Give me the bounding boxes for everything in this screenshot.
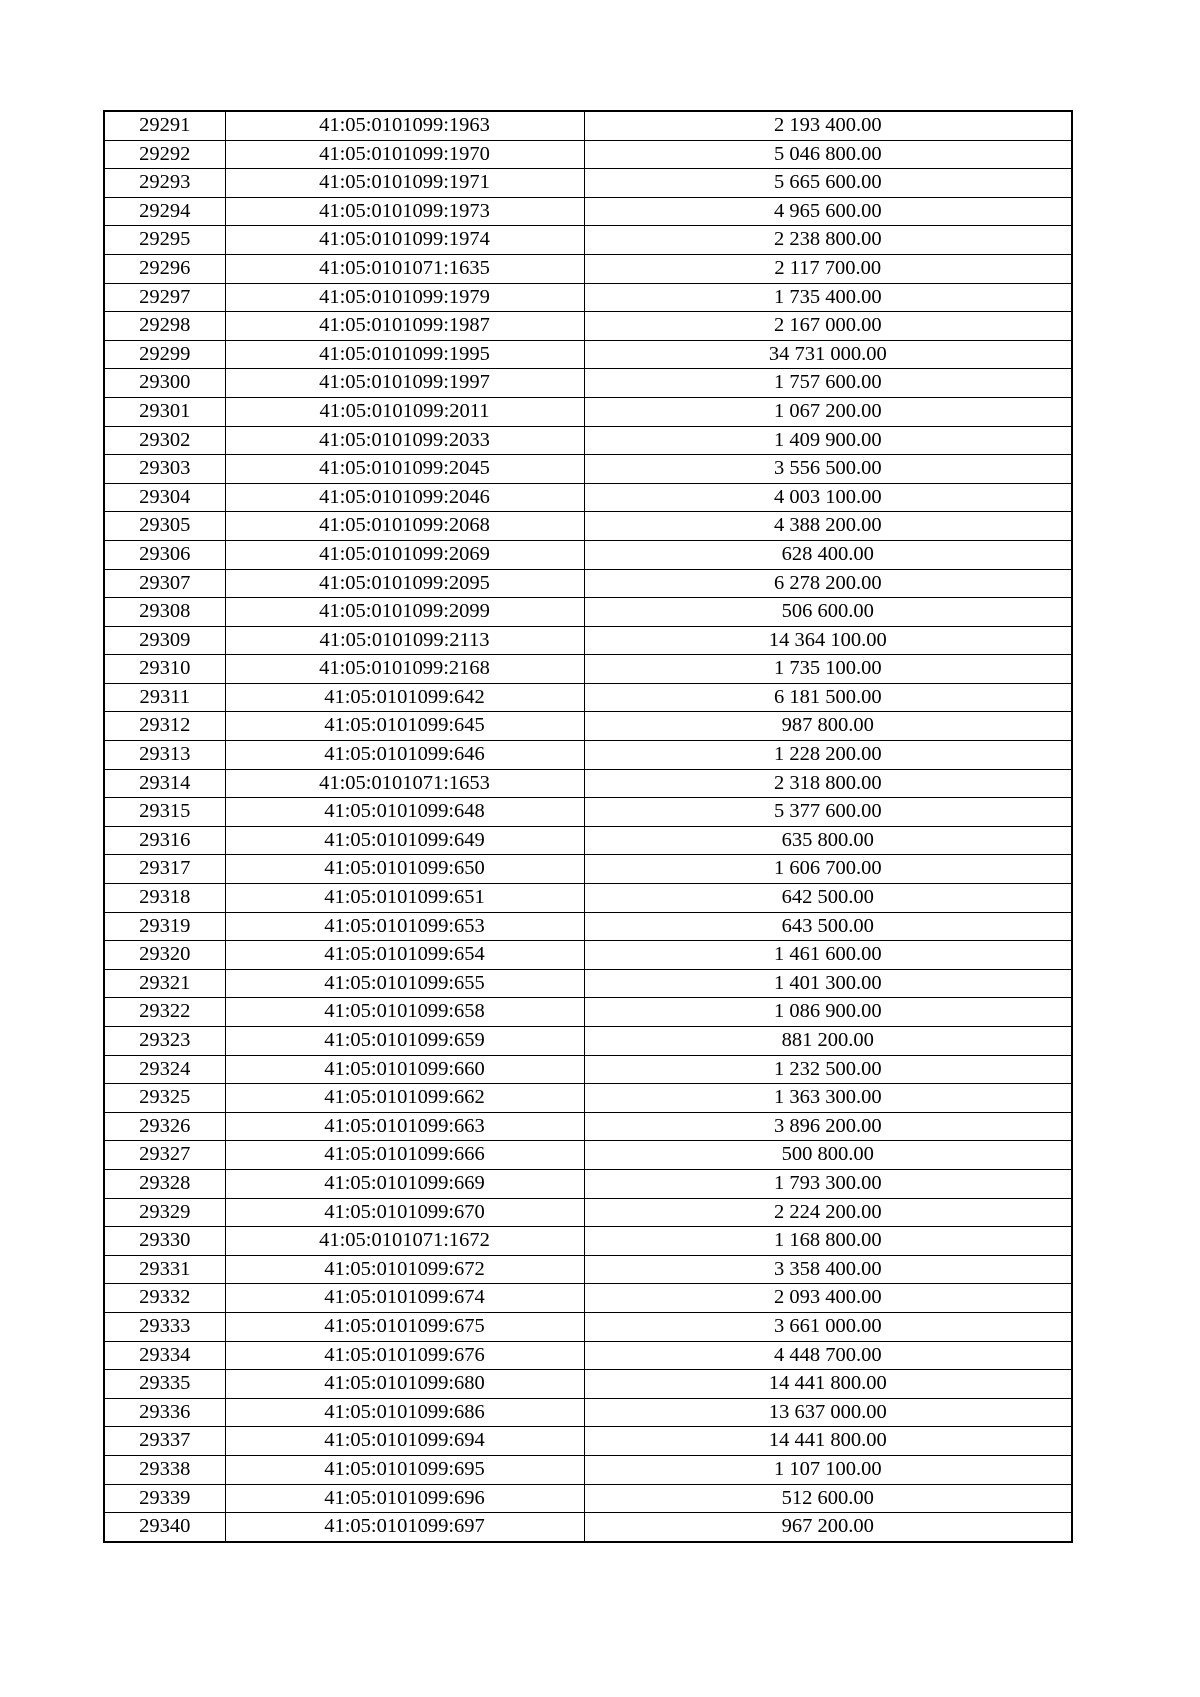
cadastral-value-cell: 642 500.00 <box>584 884 1072 913</box>
cadastral-number-cell: 41:05:0101099:1979 <box>225 283 584 312</box>
cadastral-value-cell: 967 200.00 <box>584 1513 1072 1542</box>
cadastral-value-cell: 2 238 800.00 <box>584 226 1072 255</box>
cadastral-value-cell: 2 224 200.00 <box>584 1198 1072 1227</box>
cadastral-value-cell: 1 363 300.00 <box>584 1084 1072 1113</box>
table-row <box>104 169 1072 198</box>
cadastral-number-cell: 41:05:0101099:2069 <box>225 540 584 569</box>
cadastral-value-cell: 635 800.00 <box>584 826 1072 855</box>
table-row <box>104 998 1072 1027</box>
cadastral-number-cell: 41:05:0101099:1995 <box>225 340 584 369</box>
row-number-cell: 29308 <box>104 598 225 627</box>
cadastral-number-cell: 41:05:0101099:2068 <box>225 512 584 541</box>
cadastral-number-cell: 41:05:0101099:1974 <box>225 226 584 255</box>
row-number-cell: 29327 <box>104 1141 225 1170</box>
row-number-cell: 29299 <box>104 340 225 369</box>
table-row <box>104 912 1072 941</box>
cadastral-number-cell: 41:05:0101099:2095 <box>225 569 584 598</box>
row-number-cell: 29314 <box>104 769 225 798</box>
table-row <box>104 569 1072 598</box>
cadastral-number-cell: 41:05:0101099:1963 <box>225 111 584 140</box>
cadastral-value-cell: 3 896 200.00 <box>584 1112 1072 1141</box>
cadastral-number-cell: 41:05:0101099:654 <box>225 941 584 970</box>
row-number-cell: 29331 <box>104 1255 225 1284</box>
cadastral-number-cell: 41:05:0101099:646 <box>225 741 584 770</box>
cadastral-number-cell: 41:05:0101099:651 <box>225 884 584 913</box>
row-number-cell: 29330 <box>104 1227 225 1256</box>
cadastral-value-cell: 2 167 000.00 <box>584 312 1072 341</box>
row-number-cell: 29333 <box>104 1312 225 1341</box>
cadastral-number-cell: 41:05:0101099:676 <box>225 1341 584 1370</box>
table-row <box>104 1370 1072 1399</box>
cadastral-number-cell: 41:05:0101099:2045 <box>225 455 584 484</box>
cadastral-value-cell: 628 400.00 <box>584 540 1072 569</box>
cadastral-number-cell: 41:05:0101099:645 <box>225 712 584 741</box>
cadastral-value-cell: 1 232 500.00 <box>584 1055 1072 1084</box>
row-number-cell: 29328 <box>104 1169 225 1198</box>
table-row <box>104 1198 1072 1227</box>
cadastral-number-cell: 41:05:0101099:674 <box>225 1284 584 1313</box>
table-row <box>104 426 1072 455</box>
cadastral-value-cell: 2 318 800.00 <box>584 769 1072 798</box>
table-row <box>104 1398 1072 1427</box>
table-row <box>104 283 1072 312</box>
row-number-cell: 29336 <box>104 1398 225 1427</box>
row-number-cell: 29322 <box>104 998 225 1027</box>
cadastral-value-cell: 3 661 000.00 <box>584 1312 1072 1341</box>
table-row <box>104 397 1072 426</box>
table-row <box>104 1112 1072 1141</box>
cadastral-value-cell: 2 117 700.00 <box>584 254 1072 283</box>
cadastral-value-cell: 1 735 100.00 <box>584 655 1072 684</box>
cadastral-number-cell: 41:05:0101099:659 <box>225 1027 584 1056</box>
cadastral-number-cell: 41:05:0101099:670 <box>225 1198 584 1227</box>
table-row <box>104 826 1072 855</box>
row-number-cell: 29306 <box>104 540 225 569</box>
table-row <box>104 855 1072 884</box>
cadastral-number-cell: 41:05:0101099:2046 <box>225 483 584 512</box>
row-number-cell: 29305 <box>104 512 225 541</box>
table-row <box>104 312 1072 341</box>
table-row <box>104 1084 1072 1113</box>
table-row <box>104 1455 1072 1484</box>
cadastral-number-cell: 41:05:0101099:695 <box>225 1455 584 1484</box>
cadastral-value-cell: 3 556 500.00 <box>584 455 1072 484</box>
row-number-cell: 29329 <box>104 1198 225 1227</box>
table-row <box>104 1141 1072 1170</box>
cadastral-number-cell: 41:05:0101099:2011 <box>225 397 584 426</box>
table-row <box>104 1484 1072 1513</box>
row-number-cell: 29315 <box>104 798 225 827</box>
cadastral-number-cell: 41:05:0101099:2168 <box>225 655 584 684</box>
table-row <box>104 483 1072 512</box>
row-number-cell: 29302 <box>104 426 225 455</box>
cadastral-value-cell: 1 401 300.00 <box>584 969 1072 998</box>
row-number-cell: 29304 <box>104 483 225 512</box>
table-row <box>104 1255 1072 1284</box>
row-number-cell: 29337 <box>104 1427 225 1456</box>
row-number-cell: 29307 <box>104 569 225 598</box>
row-number-cell: 29303 <box>104 455 225 484</box>
cadastral-value-cell: 1 107 100.00 <box>584 1455 1072 1484</box>
row-number-cell: 29292 <box>104 140 225 169</box>
table-row <box>104 1055 1072 1084</box>
table-row <box>104 969 1072 998</box>
cadastral-number-cell: 41:05:0101071:1635 <box>225 254 584 283</box>
cadastral-value-cell: 1 086 900.00 <box>584 998 1072 1027</box>
cadastral-value-cell: 6 278 200.00 <box>584 569 1072 598</box>
cadastral-value-cell: 4 388 200.00 <box>584 512 1072 541</box>
row-number-cell: 29325 <box>104 1084 225 1113</box>
table-row <box>104 798 1072 827</box>
cadastral-number-cell: 41:05:0101099:658 <box>225 998 584 1027</box>
cadastral-value-cell: 512 600.00 <box>584 1484 1072 1513</box>
row-number-cell: 29318 <box>104 884 225 913</box>
cadastral-number-cell: 41:05:0101099:650 <box>225 855 584 884</box>
cadastral-value-cell: 14 441 800.00 <box>584 1370 1072 1399</box>
cadastral-number-cell: 41:05:0101099:686 <box>225 1398 584 1427</box>
table-row <box>104 941 1072 970</box>
table-row <box>104 1027 1072 1056</box>
cadastral-value-cell: 1 228 200.00 <box>584 741 1072 770</box>
table-row <box>104 741 1072 770</box>
row-number-cell: 29338 <box>104 1455 225 1484</box>
cadastral-value-cell: 5 377 600.00 <box>584 798 1072 827</box>
cadastral-value-cell: 13 637 000.00 <box>584 1398 1072 1427</box>
cadastral-value-cell: 987 800.00 <box>584 712 1072 741</box>
cadastral-number-cell: 41:05:0101099:649 <box>225 826 584 855</box>
table-row <box>104 140 1072 169</box>
row-number-cell: 29332 <box>104 1284 225 1313</box>
cadastral-number-cell: 41:05:0101099:675 <box>225 1312 584 1341</box>
cadastral-number-cell: 41:05:0101071:1672 <box>225 1227 584 1256</box>
table-row <box>104 1513 1072 1542</box>
cadastral-value-cell: 6 181 500.00 <box>584 683 1072 712</box>
row-number-cell: 29295 <box>104 226 225 255</box>
cadastral-number-cell: 41:05:0101099:666 <box>225 1141 584 1170</box>
cadastral-value-cell: 4 965 600.00 <box>584 197 1072 226</box>
row-number-cell: 29294 <box>104 197 225 226</box>
cadastral-value-cell: 14 441 800.00 <box>584 1427 1072 1456</box>
table-row <box>104 1312 1072 1341</box>
cadastral-value-cell: 1 793 300.00 <box>584 1169 1072 1198</box>
row-number-cell: 29296 <box>104 254 225 283</box>
cadastral-number-cell: 41:05:0101099:672 <box>225 1255 584 1284</box>
cadastral-value-cell: 1 168 800.00 <box>584 1227 1072 1256</box>
table-row <box>104 512 1072 541</box>
table-row <box>104 1227 1072 1256</box>
cadastral-value-cell: 1 735 400.00 <box>584 283 1072 312</box>
table-body <box>104 111 1072 1542</box>
cadastral-number-cell: 41:05:0101099:660 <box>225 1055 584 1084</box>
cadastral-number-cell: 41:05:0101099:1987 <box>225 312 584 341</box>
table-row <box>104 254 1072 283</box>
cadastral-value-cell: 3 358 400.00 <box>584 1255 1072 1284</box>
cadastral-number-cell: 41:05:0101099:653 <box>225 912 584 941</box>
table-row <box>104 884 1072 913</box>
cadastral-number-cell: 41:05:0101071:1653 <box>225 769 584 798</box>
cadastral-value-cell: 500 800.00 <box>584 1141 1072 1170</box>
row-number-cell: 29297 <box>104 283 225 312</box>
row-number-cell: 29319 <box>104 912 225 941</box>
row-number-cell: 29339 <box>104 1484 225 1513</box>
table-row <box>104 1341 1072 1370</box>
row-number-cell: 29340 <box>104 1513 225 1542</box>
cadastral-value-cell: 4 003 100.00 <box>584 483 1072 512</box>
row-number-cell: 29312 <box>104 712 225 741</box>
table-row <box>104 226 1072 255</box>
row-number-cell: 29309 <box>104 626 225 655</box>
cadastral-number-cell: 41:05:0101099:2113 <box>225 626 584 655</box>
row-number-cell: 29317 <box>104 855 225 884</box>
cadastral-value-cell: 1 757 600.00 <box>584 369 1072 398</box>
row-number-cell: 29320 <box>104 941 225 970</box>
cadastral-number-cell: 41:05:0101099:1971 <box>225 169 584 198</box>
row-number-cell: 29298 <box>104 312 225 341</box>
table-row <box>104 1284 1072 1313</box>
table-row <box>104 626 1072 655</box>
table-row <box>104 197 1072 226</box>
cadastral-value-cell: 1 067 200.00 <box>584 397 1072 426</box>
cadastral-value-cell: 5 046 800.00 <box>584 140 1072 169</box>
cadastral-value-cell: 4 448 700.00 <box>584 1341 1072 1370</box>
cadastral-number-cell: 41:05:0101099:2099 <box>225 598 584 627</box>
row-number-cell: 29335 <box>104 1370 225 1399</box>
cadastral-value-cell: 881 200.00 <box>584 1027 1072 1056</box>
row-number-cell: 29301 <box>104 397 225 426</box>
cadastral-number-cell: 41:05:0101099:662 <box>225 1084 584 1113</box>
cadastral-number-cell: 41:05:0101099:669 <box>225 1169 584 1198</box>
cadastral-number-cell: 41:05:0101099:642 <box>225 683 584 712</box>
row-number-cell: 29321 <box>104 969 225 998</box>
cadastral-value-cell: 506 600.00 <box>584 598 1072 627</box>
cadastral-number-cell: 41:05:0101099:1970 <box>225 140 584 169</box>
row-number-cell: 29293 <box>104 169 225 198</box>
cadastral-value-cell: 34 731 000.00 <box>584 340 1072 369</box>
table-row <box>104 655 1072 684</box>
table-row <box>104 1427 1072 1456</box>
table-row <box>104 369 1072 398</box>
row-number-cell: 29313 <box>104 741 225 770</box>
table-row <box>104 598 1072 627</box>
cadastral-value-cell: 1 606 700.00 <box>584 855 1072 884</box>
cadastral-number-cell: 41:05:0101099:648 <box>225 798 584 827</box>
cadastral-number-cell: 41:05:0101099:696 <box>225 1484 584 1513</box>
cadastral-number-cell: 41:05:0101099:1997 <box>225 369 584 398</box>
cadastral-number-cell: 41:05:0101099:2033 <box>225 426 584 455</box>
row-number-cell: 29326 <box>104 1112 225 1141</box>
row-number-cell: 29324 <box>104 1055 225 1084</box>
table-row <box>104 712 1072 741</box>
cadastral-value-cell: 2 193 400.00 <box>584 111 1072 140</box>
row-number-cell: 29300 <box>104 369 225 398</box>
cadastral-value-table <box>103 110 1073 1543</box>
cadastral-value-cell: 5 665 600.00 <box>584 169 1072 198</box>
row-number-cell: 29291 <box>104 111 225 140</box>
row-number-cell: 29310 <box>104 655 225 684</box>
row-number-cell: 29323 <box>104 1027 225 1056</box>
table-row <box>104 455 1072 484</box>
cadastral-value-cell: 14 364 100.00 <box>584 626 1072 655</box>
cadastral-value-cell: 1 461 600.00 <box>584 941 1072 970</box>
table-row <box>104 769 1072 798</box>
row-number-cell: 29316 <box>104 826 225 855</box>
cadastral-number-cell: 41:05:0101099:1973 <box>225 197 584 226</box>
cadastral-number-cell: 41:05:0101099:663 <box>225 1112 584 1141</box>
table-row <box>104 540 1072 569</box>
cadastral-number-cell: 41:05:0101099:694 <box>225 1427 584 1456</box>
table-row <box>104 1169 1072 1198</box>
cadastral-number-cell: 41:05:0101099:655 <box>225 969 584 998</box>
cadastral-value-cell: 643 500.00 <box>584 912 1072 941</box>
row-number-cell: 29334 <box>104 1341 225 1370</box>
cadastral-value-cell: 2 093 400.00 <box>584 1284 1072 1313</box>
cadastral-number-cell: 41:05:0101099:697 <box>225 1513 584 1542</box>
row-number-cell: 29311 <box>104 683 225 712</box>
table-row <box>104 340 1072 369</box>
table-row <box>104 683 1072 712</box>
cadastral-number-cell: 41:05:0101099:680 <box>225 1370 584 1399</box>
cadastral-value-cell: 1 409 900.00 <box>584 426 1072 455</box>
table-row <box>104 111 1072 140</box>
